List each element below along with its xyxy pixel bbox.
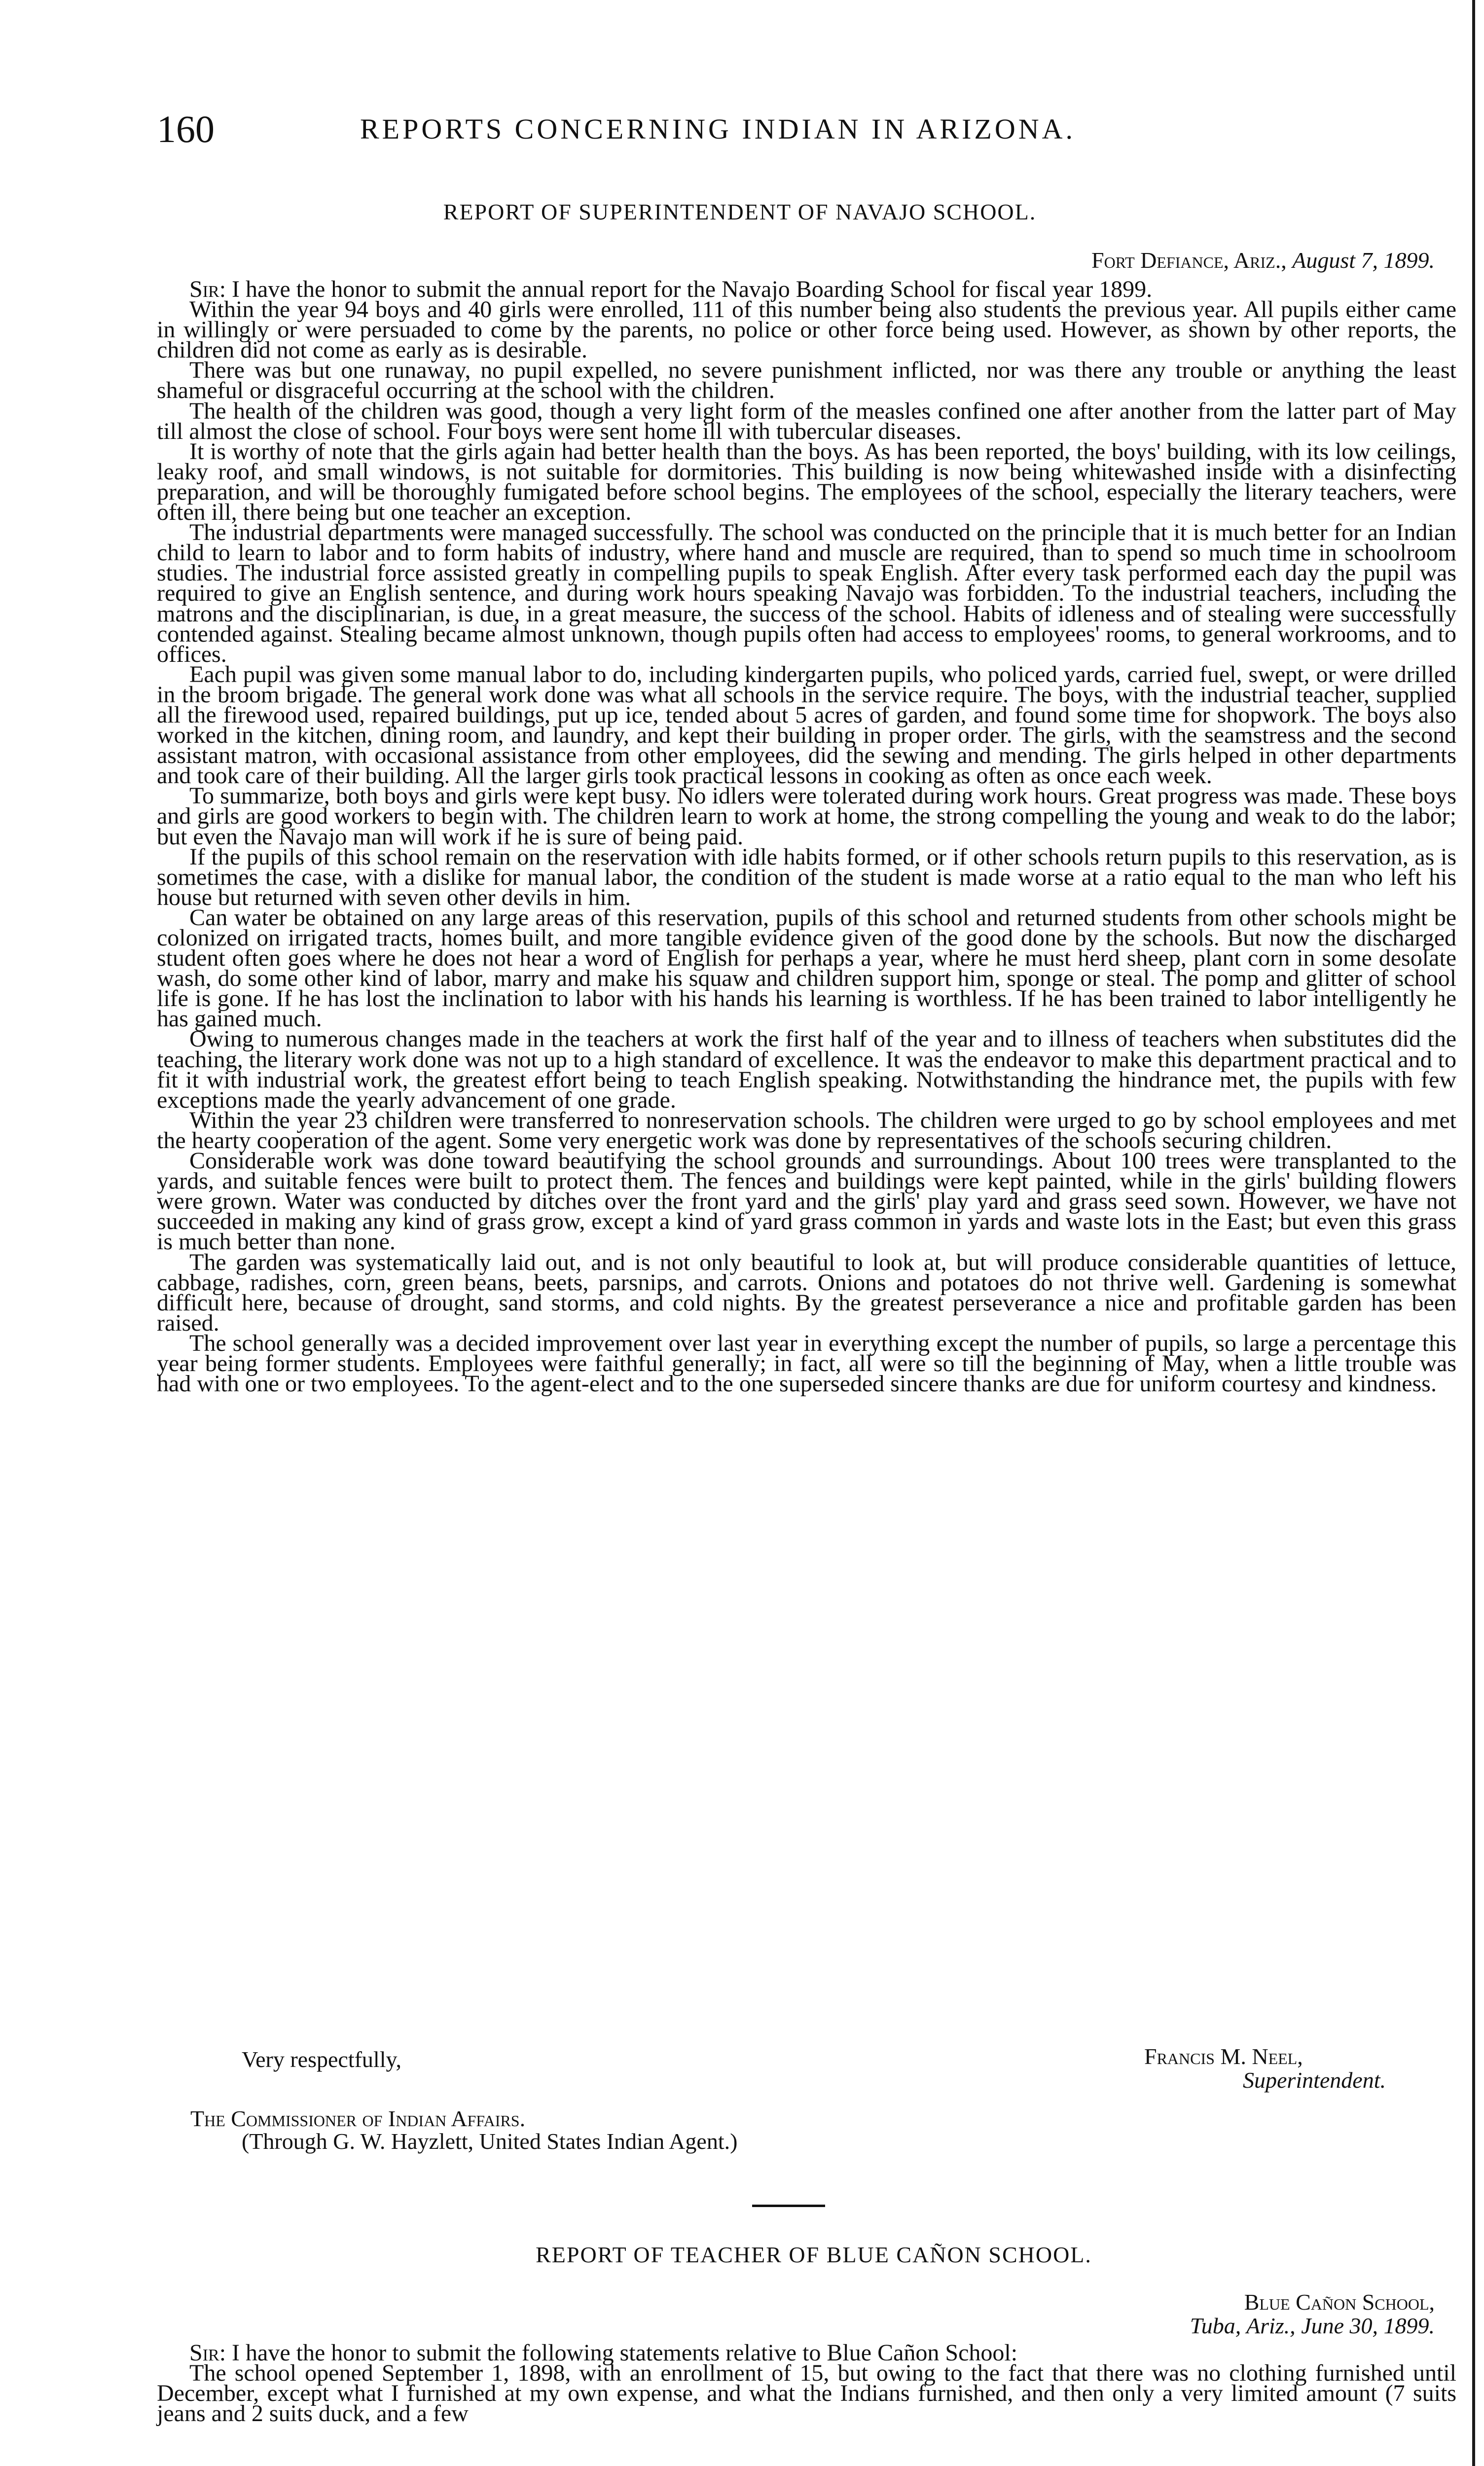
paragraph: The industrial departments were managed successfully. The school was conducted on the principle that it is much better for an Indian child to learn to labor and to form habits of industry, where hand and muscle are required, than to spend so much time in schoolroom studies. The industrial force assisted greatly in compelling pupils to speak English. After every task performed each day the pupil was required to give an English sentence, and during work hours speaking Navajo was forbidden. To the industrial teachers, including the matrons and the disciplinarian, is due, in a great measure, the success of the school. Habits of idleness and of stealing were successfully contended against. Stealing became almost unknown, though pupils often had access to employees' rooms, to general workrooms, and to offices. <box>157 519 1456 667</box>
paragraph: Within the year 23 children were transferred to nonreservation schools. The children were urged to go by school employees and met the hearty cooperation of the agent. Some very energetic work was done by representatives of the schools securing children. <box>157 1107 1456 1154</box>
paragraph: Owing to numerous changes made in the teachers at work the first half of the year and to illness of teachers when substitutes did the teaching, the literary work done was not up to a high standard of excellence. It was the endeavor to make this department practical and to fit it with industrial work, the greatest effort being to teach English speaking. Notwithstanding the hindrance met, the pupils with few exceptions made the yearly advancement of one grade. <box>157 1026 1456 1113</box>
page-header <box>157 105 1281 159</box>
paragraph: Considerable work was done toward beautifying the school grounds and surroundings. About 100 trees were transplanted to the yards, and suitable fences were built to protect them. The fences and buildings were kept painted, while in the girls' building flowers were grown. Water was conducted by ditches over the front yard and the girls' play yard and grass seed sown. However, we have not succeeded in making any kind of grass grow, except a kind of yard grass common in yards and waste lots in the East; but even this grass is much better than none. <box>157 1148 1456 1255</box>
salutation: Sir: <box>189 276 226 302</box>
report-dateline-line1: Blue Cañon School, <box>1244 2289 1435 2315</box>
paragraph: Each pupil was given some manual labor to do, including kindergarten pupils, who policed yards, carried fuel, swept, or were drilled in the broom brigade. The general work done was what all schools in the service require. The boys, with the industrial teacher, supplied all the firewood used, repaired buildings, put up ice, tended about 5 acres of garden, and found some time for shopwork. The boys also worked in the kitchen, dining room, and laundry, and kept their building in proper order. The girls, with the seamstress and the second assistant matron, with occasional assistance from other employees, did the sewing and mending. The girls helped in other departments and took care of their building. All the larger girls took practical lessons in cooking as often as once each week. <box>157 661 1456 789</box>
dateline-date: August 7, 1899. <box>1292 248 1435 273</box>
page-number: 160 <box>157 108 215 150</box>
paragraph: If the pupils of this school remain on the reservation with idle habits formed, or if other schools return pupils to this reservation, as is sometimes the case, with a dislike for manual labor, the condition of the student is made worse at a ratio equal to the man who left his house but returned with seven other devils in him. <box>157 843 1456 910</box>
report-dateline <box>1091 247 1435 274</box>
report-dateline-line2: Tuba, Ariz., June 30, 1899. <box>1190 2313 1435 2338</box>
scan-edge-line <box>1472 0 1475 2466</box>
paragraph: Within the year 94 boys and 40 girls were enrolled, 111 of this number being also students the previous year. All pupils either came in willingly or were persuaded to come by the parents, no police or other force being used. However, as shown by other reports, the children did not come as early as is desirable. <box>157 296 1456 363</box>
paragraph: The school opened September 1, 1898, with an enrollment of 15, but owing to the fact that there was no clothing furnished until December, except what I furnished at my own expense, and what the Indians furnished, and then only a very limited amount (7 suits jeans and 2 suits duck, and a few <box>157 2360 1456 2427</box>
paragraph: Can water be obtained on any large areas of this reservation, pupils of this school and returned students from other schools might be colonized on irrigated tracts, homes built, and more tangible evidence given of the good done by the schools. But now the discharged student often goes where he does not hear a word of English for perhaps a year, where he must herd sheep, plant corn in some desolate wash, do some other kind of labor, marry and make his squaw and children support him, sponge or steal. The pomp and glitter of school life is gone. If he has lost the inclination to labor with his hands his learning is worthless. If he has been trained to labor intelligently he has gained much. <box>157 904 1456 1032</box>
through-line: (Through G. W. Hayzlett, United States Indian Agent.) <box>242 2129 738 2154</box>
paragraph: Sir: I have the honor to submit the following statements relative to Blue Cañon School: <box>189 2340 1018 2366</box>
report-title: REPORT OF SUPERINTENDENT OF NAVAJO SCHOOL. <box>443 199 1037 224</box>
paragraph: To summarize, both boys and girls were kept busy. No idlers were tolerated during work hours. Great progress was made. These boys and girls are good workers to begin with. The children learn to work at home, the strong compelling the young and weak to do the labor; but even the Navajo man will work if he is sure of being paid. <box>157 783 1456 850</box>
paragraph: It is worthy of note that the girls again had better health than the boys. As has been reported, the boys' building, with its low ceilings, leaky roof, and small windows, is not suitable for dormitories. This building is now being whitewashed inside with a disinfecting preparation, and will be thoroughly fumigated before school begins. The employees of the school, especially the literary teachers, were often ill, there being but one teacher an exception. <box>157 438 1456 526</box>
paragraph: Sir: I have the honor to submit the annual report for the Navajo Boarding School for fiscal year 1899. <box>189 276 1153 302</box>
paragraph: The school generally was a decided improvement over last year in everything except the number of pupils, so large a percentage this year being former students. Employees were faithful generally; in fact, all were so till the beginning of May, when a little trouble was had with one or two employees. To the agent-elect and to the one superseded sincere thanks are due for uniform courtesy and kindness. <box>157 1330 1456 1397</box>
dateline-place: Fort Defiance, Ariz., <box>1091 248 1287 273</box>
salutation: Sir: <box>189 2340 226 2366</box>
paragraph: The health of the children was good, though a very light form of the measles confined one after another from the latter part of May till almost the close of school. Four boys were sent home ill with tubercular diseases. <box>157 398 1456 444</box>
report-title: REPORT OF TEACHER OF BLUE CAÑON SCHOOL. <box>536 2242 1092 2267</box>
paragraph: There was but one runaway, no pupil expelled, no severe punishment inflicted, nor was there any trouble or anything the least shameful or disgraceful occurring at the school with the children. <box>157 357 1456 404</box>
signer-name: Francis M. Neel, <box>1144 2044 1303 2069</box>
report-body <box>157 276 1456 1397</box>
paragraph: The garden was systematically laid out, and is not only beautiful to look at, but will produce considerable quantities of lettuce, cabbage, radishes, corn, green beans, beets, parsnips, and carrots. Onions and potatoes do not thrive well. Gardening is somewhat difficult here, because of drought, sand storms, and cold nights. By the greatest perseverance a nice and profitable garden has been raised. <box>157 1249 1456 1336</box>
closing-phrase: Very respectfully, <box>242 2047 401 2072</box>
running-title: REPORTS CONCERNING INDIAN IN ARIZONA. <box>360 113 1076 145</box>
addressee: The Commissioner of Indian Affairs. <box>190 2106 526 2131</box>
report-body <box>157 2340 1456 2427</box>
section-divider <box>752 2205 825 2207</box>
signer-title: Superintendent. <box>1243 2067 1386 2093</box>
